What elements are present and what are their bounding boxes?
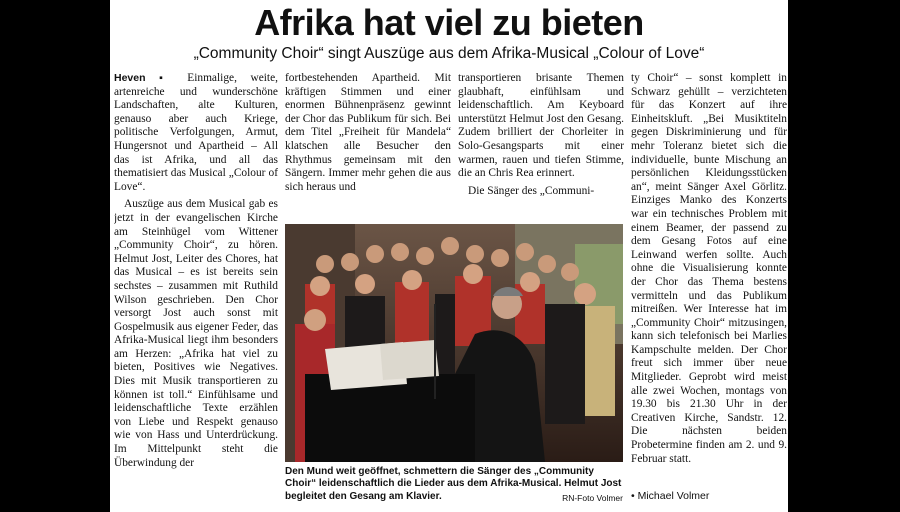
photo-credit: RN-Foto Volmer <box>562 492 623 503</box>
dateline: Heven <box>114 72 146 84</box>
column-2 <box>285 72 451 212</box>
subheadline: „Community Choir“ singt Auszüge aus dem Afrika-Musical „Colour of Love“ <box>193 45 705 62</box>
col4-p1: ty Choir“ – sonst komplett in Schwarz gehüllt – verzichteten für das Konzert auf ihre Einheitskluft. „Bei Musiktiteln gegen Diskriminierung und für mehr Toleranz bietet sich die individuelle, bunte Mischung an persönlichen Kleidungsstücken an“, meint Sänger Axel Görlitz. Einziges Manko des Konzerts war ein technisches Problem mit einem Beamer, der passend zu dem Gesang Fotos auf eine Leinwand werfen sollte. Auch ohne die Visualisierung konnte der Chor das Thema bestens vermitteln und das Publikum mitreißen. Wer Interesse hat im „Community Choir“ mitzusingen, kann sich telefonisch bei Marlies Kampschulte melden. Der Chor freut sich immer über neue Mitglieder. Geprobt wird meist alle zwei Wochen, montags von 19.30 bis 21.30 Uhr in der Creativen Kirche, Sandstr. 12. Die nächsten beiden Probetermine finden am 2. und 9. Februar statt. <box>631 72 787 465</box>
lead-paragraph <box>114 72 278 194</box>
choir-photo-illustration <box>285 224 623 462</box>
choir-photo <box>285 224 623 462</box>
newspaper-clipping <box>110 0 788 512</box>
col3-p2: Die Sänger des „Communi- <box>468 184 595 197</box>
column-3 <box>458 72 624 222</box>
author-byline: • Michael Volmer <box>631 490 710 502</box>
caption-text: Den Mund weit geöffnet, schmettern die Sänger des „Community Choir“ leidenschaftlich die Lieder aus dem Afrika-Musical. Helmut Jost begleitet den Gesang am Klavier. <box>285 466 622 502</box>
photo-caption <box>285 466 623 504</box>
headline: Afrika hat viel zu bieten <box>254 2 644 43</box>
col3-p1: transportieren brisante Themen glaubhaft, einfühlsam und leidenschaftlich. Am Keyboard unterstützt Helmut Jost den Gesang. Zudem brilliert der Chorleiter in Solo-Gesangsparts mit einer warmen, rauen und tiefen Stimme, die an Chris Rea erinnert. <box>458 72 624 180</box>
dateline-bullet: ▪ <box>145 72 188 84</box>
col2-p1: fortbestehenden Apartheid. Mit kräftigen Stimmen und einer enormen Bühnenpräsenz gewinnt der Chor das Publikum für sich. Bei dem Titel „Freiheit für Mandela“ klatschen alle Besucher den Rhythmus gemeinsam mit den Sängern. Immer mehr gehen die aus sich heraus und <box>285 72 451 193</box>
column-1 <box>114 72 278 508</box>
col1-p2: Auszüge aus dem Musical gab es jetzt in der evangelischen Kirche am Steinhügel vom Wittener „Community Choir“, zu hören. Helmut Jost, Leiter des Chores, hat das Musical – es ist bereits sein sechstes – zusammen mit Ruthild Wilson geschrieben. Den Chor versorgt Jost auch sonst mit Gospelmusik aus eigener Feder, das Afrika-Musical liegt ihm besonders am Herzen: „Afrika hat viel zu bieten, Positives wie Negatives. Dies mit Musik transportieren zu können ist toll.“ Einfühlsame und leidenschaftliche Texte erzählen von Liebe und Respekt genauso wie von Hass und Unterdrückung. Im Mittelpunkt steht die Überwindung der <box>114 198 278 469</box>
column-4 <box>631 72 787 508</box>
col1-p1: Einmalige, weite, artenreiche und wunderschöne Landschaften, alte Kulturen, genauso aber auch Kriege, politische Verfolgungen, Armut, Hungersnot und Apartheid – All das ist Afrika, und all das thematisiert das Musical „Colour of Love“. <box>114 72 278 193</box>
